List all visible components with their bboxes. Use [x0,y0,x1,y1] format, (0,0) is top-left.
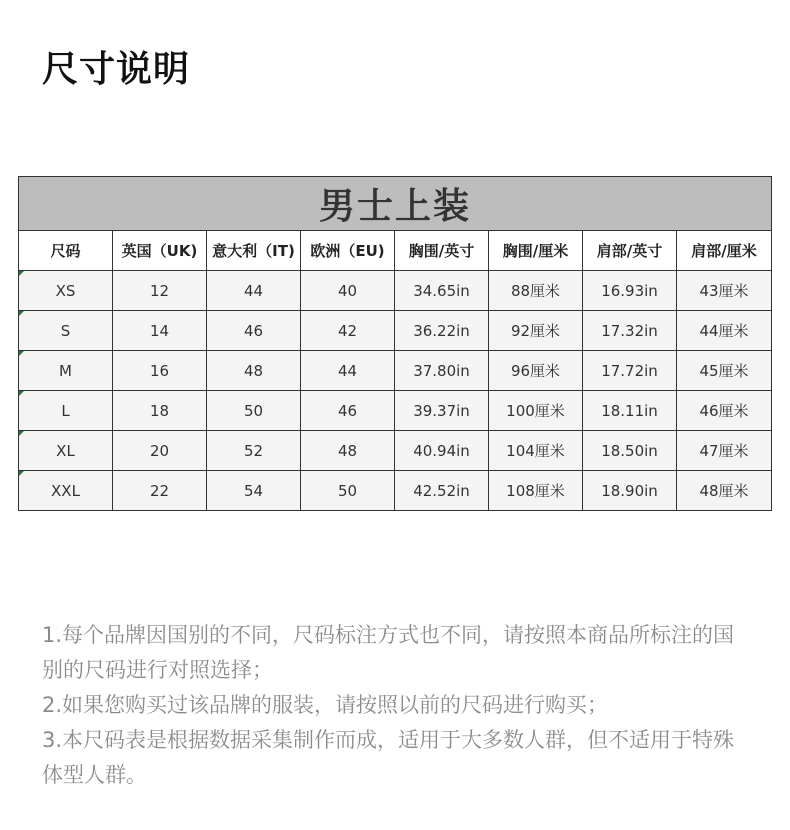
cell-size-text: L [61,401,70,420]
header-shoulder-cm: 肩部/厘米 [677,231,772,271]
cell-shoulder-inch: 17.32in [583,311,677,351]
cell-it: 54 [207,471,301,511]
table-row [19,431,772,471]
cell-eu: 44 [301,351,395,391]
cell-size [19,311,113,351]
cell-it: 48 [207,351,301,391]
cell-eu: 50 [301,471,395,511]
cell-shoulder-inch: 17.72in [583,351,677,391]
cell-uk: 20 [113,431,207,471]
cell-corner-mark [19,271,24,276]
cell-chest-inch: 37.80in [395,351,489,391]
table-row [19,391,772,431]
cell-shoulder-inch: 18.50in [583,431,677,471]
cell-size [19,431,113,471]
table-caption-row [19,177,772,231]
cell-size [19,391,113,431]
cell-chest-inch: 34.65in [395,271,489,311]
cell-it: 44 [207,271,301,311]
cell-size [19,351,113,391]
header-eu: 欧洲（EU) [301,231,395,271]
cell-uk: 18 [113,391,207,431]
cell-corner-mark [19,471,24,476]
cell-it: 52 [207,431,301,471]
cell-corner-mark [19,311,24,316]
table-row [19,351,772,391]
cell-it: 50 [207,391,301,431]
cell-uk: 16 [113,351,207,391]
table-row [19,271,772,311]
cell-shoulder-cm: 48厘米 [677,471,772,511]
cell-eu: 40 [301,271,395,311]
cell-it: 46 [207,311,301,351]
cell-eu: 46 [301,391,395,431]
cell-chest-inch: 36.22in [395,311,489,351]
table-row [19,311,772,351]
note-line-3: 3.本尺码表是根据数据采集制作而成，适用于大多数人群，但不适用于特殊体型人群。 [42,728,735,787]
cell-size-text: M [59,361,72,380]
cell-corner-mark [19,431,24,436]
page-title: 尺寸说明 [42,49,191,90]
cell-size-text: XXL [51,481,80,500]
cell-uk: 12 [113,271,207,311]
size-notes [42,618,754,793]
cell-chest-cm: 108厘米 [489,471,583,511]
table-header-row [19,231,772,271]
cell-size [19,271,113,311]
cell-chest-cm: 88厘米 [489,271,583,311]
cell-chest-inch: 42.52in [395,471,489,511]
cell-uk: 22 [113,471,207,511]
header-uk: 英国（UK) [113,231,207,271]
cell-size [19,471,113,511]
cell-chest-cm: 104厘米 [489,431,583,471]
note-line-1: 1.每个品牌因国别的不同，尺码标注方式也不同，请按照本商品所标注的国别的尺码进行对照选择； [42,623,735,682]
cell-eu: 42 [301,311,395,351]
note-line-2: 2.如果您购买过该品牌的服装，请按照以前的尺码进行购买； [42,693,609,717]
header-shoulder-inch: 肩部/英寸 [583,231,677,271]
table-caption: 男士上装 [19,177,772,231]
cell-size-text: XL [56,441,75,460]
cell-chest-cm: 92厘米 [489,311,583,351]
cell-shoulder-inch: 18.11in [583,391,677,431]
cell-shoulder-cm: 45厘米 [677,351,772,391]
cell-shoulder-cm: 46厘米 [677,391,772,431]
cell-shoulder-cm: 47厘米 [677,431,772,471]
cell-size-text: S [60,321,71,340]
cell-shoulder-inch: 16.93in [583,271,677,311]
cell-chest-inch: 39.37in [395,391,489,431]
cell-corner-mark [19,351,24,356]
cell-size-text: XS [55,281,76,300]
header-chest-inch: 胸围/英寸 [395,231,489,271]
cell-shoulder-cm: 44厘米 [677,311,772,351]
cell-chest-cm: 100厘米 [489,391,583,431]
cell-chest-inch: 40.94in [395,431,489,471]
cell-eu: 48 [301,431,395,471]
cell-uk: 14 [113,311,207,351]
size-chart-table [18,176,772,511]
table-row [19,471,772,511]
cell-chest-cm: 96厘米 [489,351,583,391]
cell-corner-mark [19,391,24,396]
header-chest-cm: 胸围/厘米 [489,231,583,271]
cell-shoulder-cm: 43厘米 [677,271,772,311]
header-size: 尺码 [19,231,113,271]
cell-shoulder-inch: 18.90in [583,471,677,511]
header-it: 意大利（IT) [207,231,301,271]
